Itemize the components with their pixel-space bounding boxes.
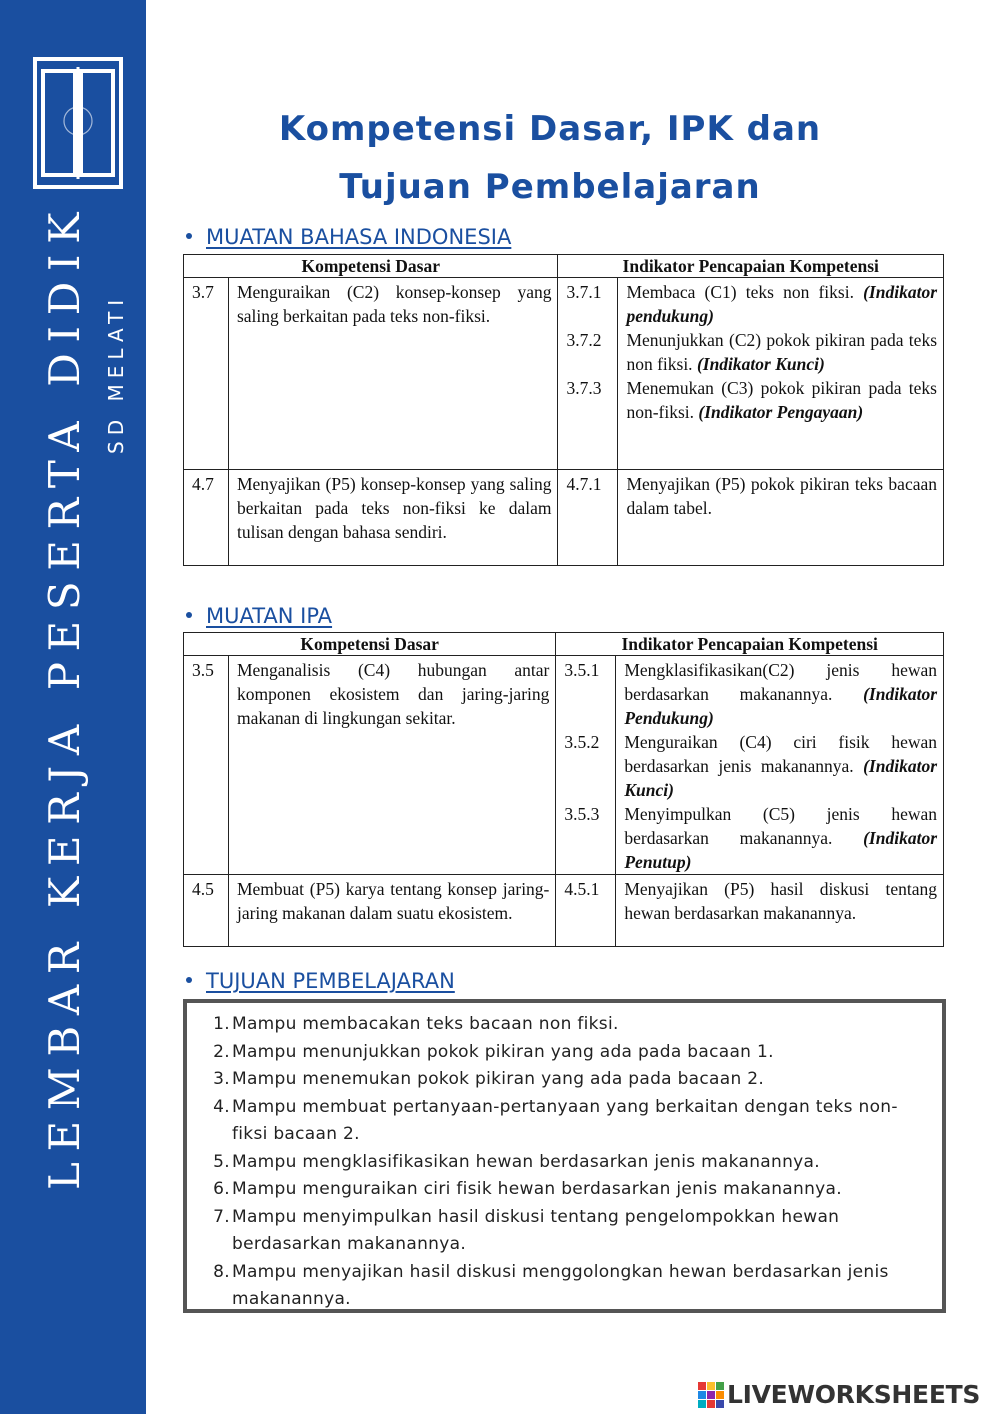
indicator-number: 3.5.3 [564,804,600,824]
liveworksheets-logo-icon [698,1382,724,1408]
list-number: 4. [213,1096,230,1117]
list-number: 8. [213,1261,230,1282]
list-item [205,1094,930,1149]
kd-text: Membuat (P5) karya tentang konsep jaring-jaring makanan dalam suatu ekosistem. [228,875,555,947]
list-text: Mampu menunjukkan pokok pikiran yang ada pada bacaan 1. [232,1041,774,1062]
table-row [184,875,944,947]
indicator-item [624,658,937,730]
section-heading-ipa [186,604,332,628]
page-title-line-1: Kompetensi Dasar, IPK dan [278,109,822,149]
kd-number: 3.5 [184,656,229,875]
indicator-text: Mengklasifikasikan(C2) jenis hewan berdasarkan makanannya. [624,660,937,704]
table-row [184,278,944,470]
liveworksheets-watermark [698,1380,980,1409]
list-text: Mampu menemukan pokok pikiran yang ada pada bacaan 2. [232,1069,765,1089]
list-text: Mampu mengklasifikasikan hewan berdasarkan jenis makanannya. [232,1151,820,1172]
kd-text: Menganalisis (C4) hubungan antar komponen ekosistem dan jaring-jaring makanan di lingkungan sekitar. [228,656,555,875]
book-logo-icon [33,57,123,189]
indicator-tag: (Indikator Pengayaan) [698,402,864,422]
learning-goals-list [205,1011,930,1314]
table-row [184,470,944,566]
kd-text: Menguraikan (C2) konsep-konsep yang saling berkaitan pada teks non-fiksi. [228,278,558,470]
indicator-numbers [558,278,618,470]
list-text: Mampu menguraikan ciri fisik hewan berdasarkan jenis makanannya. [232,1179,842,1199]
list-item [205,1176,930,1204]
indicator-number: 3.5.1 [564,660,600,680]
kd-number: 4.5 [184,875,229,947]
list-number: 7. [213,1206,230,1227]
kd-number: 4.7 [184,470,229,566]
section-heading-bahasa [186,225,511,249]
indicator-texts [618,278,944,470]
indicator-text: Menemukan (C3) pokok pikiran pada teks non-fiksi. [626,378,937,422]
indicator-number: 3.7.2 [566,330,602,350]
indicator-text: Menyajikan (P5) pokok pikiran teks bacaan dalam tabel. [618,470,944,566]
indicator-text: Menunjukkan (C2) pokok pikiran pada teks non fiksi. [626,330,937,374]
indicator-number: 3.7.3 [566,378,602,398]
liveworksheets-text: LIVEWORKSHEETS [727,1380,981,1409]
indicator-tag: (Indikator Penutup) [624,828,938,872]
page-title-line-2: Tujuan Pembelajaran [339,167,761,207]
indicator-text: Menguraikan (C4) ciri fisik hewan berdasarkan jenis makanannya. [624,732,937,776]
indicator-number: 3.5.2 [564,732,600,752]
page-title [190,100,910,216]
indicator-item [624,802,937,874]
table-header-row [184,255,944,278]
kd-text: Menyajikan (P5) konsep-konsep yang saling berkaitan pada teks non-fiksi ke dalam tulisan dengan bahasa sendiri. [228,470,558,566]
kd-table-ipa [183,632,944,947]
list-number: 6. [213,1179,230,1199]
section-heading-bahasa-text: MUATAN BAHASA INDONESIA [206,225,512,249]
bullet-icon [186,612,192,618]
indicator-number: 4.7.1 [558,470,618,566]
list-item [205,1011,930,1039]
list-text: Mampu membacakan teks bacaan non fiksi. [232,1014,619,1034]
learning-goals-box [183,999,946,1313]
list-item [205,1039,930,1067]
table-header-row [184,633,944,656]
indicator-number: 4.5.1 [556,875,616,947]
section-heading-tujuan [186,969,455,993]
indicator-tag: (Indikator pendukung) [626,282,938,326]
indicator-tag: (Indikator Pendukung) [624,684,938,728]
indicator-text: Membaca (C1) teks non fiksi. [626,282,854,302]
indicator-item [626,328,937,376]
sidebar-subtitle: SD MELATI [104,293,128,454]
sidebar [0,0,146,1414]
list-number: 2. [213,1041,230,1062]
sidebar-title: LEMBAR KERJA PESERTA DIDIK [40,201,89,1190]
indicator-text: Menyimpulkan (C5) jenis hewan berdasarkan makanannya. [624,804,937,848]
list-item [205,1204,930,1259]
table-row [184,656,944,875]
list-item [205,1259,930,1314]
kd-number: 3.7 [184,278,229,470]
indicator-text: Menyajikan (P5) hasil diskusi tentang hewan berdasarkan makanannya. [616,875,944,947]
list-item [205,1149,930,1177]
indicator-number: 3.7.1 [566,282,602,302]
indicator-tag: (Indikator Kunci) [696,354,825,374]
header-indikator: Indikator Pencapaian Kompetensi [556,633,944,656]
indicator-item [624,730,937,802]
list-number: 1. [213,1014,230,1034]
list-number: 3. [213,1069,230,1089]
list-number: 5. [213,1151,230,1172]
indicator-item [626,280,937,328]
bullet-icon [186,233,192,239]
header-kompetensi-dasar: Kompetensi Dasar [184,633,556,656]
kd-table-bahasa [183,254,944,566]
indicator-texts [616,656,944,875]
list-text: Mampu menyimpulkan hasil diskusi tentang pengelompokkan hewan berdasarkan makanannya. [232,1206,840,1254]
header-kompetensi-dasar: Kompetensi Dasar [184,255,558,278]
section-heading-ipa-text: MUATAN IPA [206,604,333,628]
list-text: Mampu membuat pertanyaan-pertanyaan yang berkaitan dengan teks non-fiksi bacaan 2. [232,1096,898,1144]
indicator-numbers [556,656,616,875]
bullet-icon [186,977,192,983]
indicator-item [626,376,937,424]
list-text: Mampu menyajikan hasil diskusi menggolongkan hewan berdasarkan jenis makanannya. [232,1261,889,1309]
list-item [205,1066,930,1094]
header-indikator: Indikator Pencapaian Kompetensi [558,255,944,278]
section-heading-tujuan-text: TUJUAN PEMBELAJARAN [206,969,455,993]
indicator-tag: (Indikator Kunci) [624,756,937,800]
